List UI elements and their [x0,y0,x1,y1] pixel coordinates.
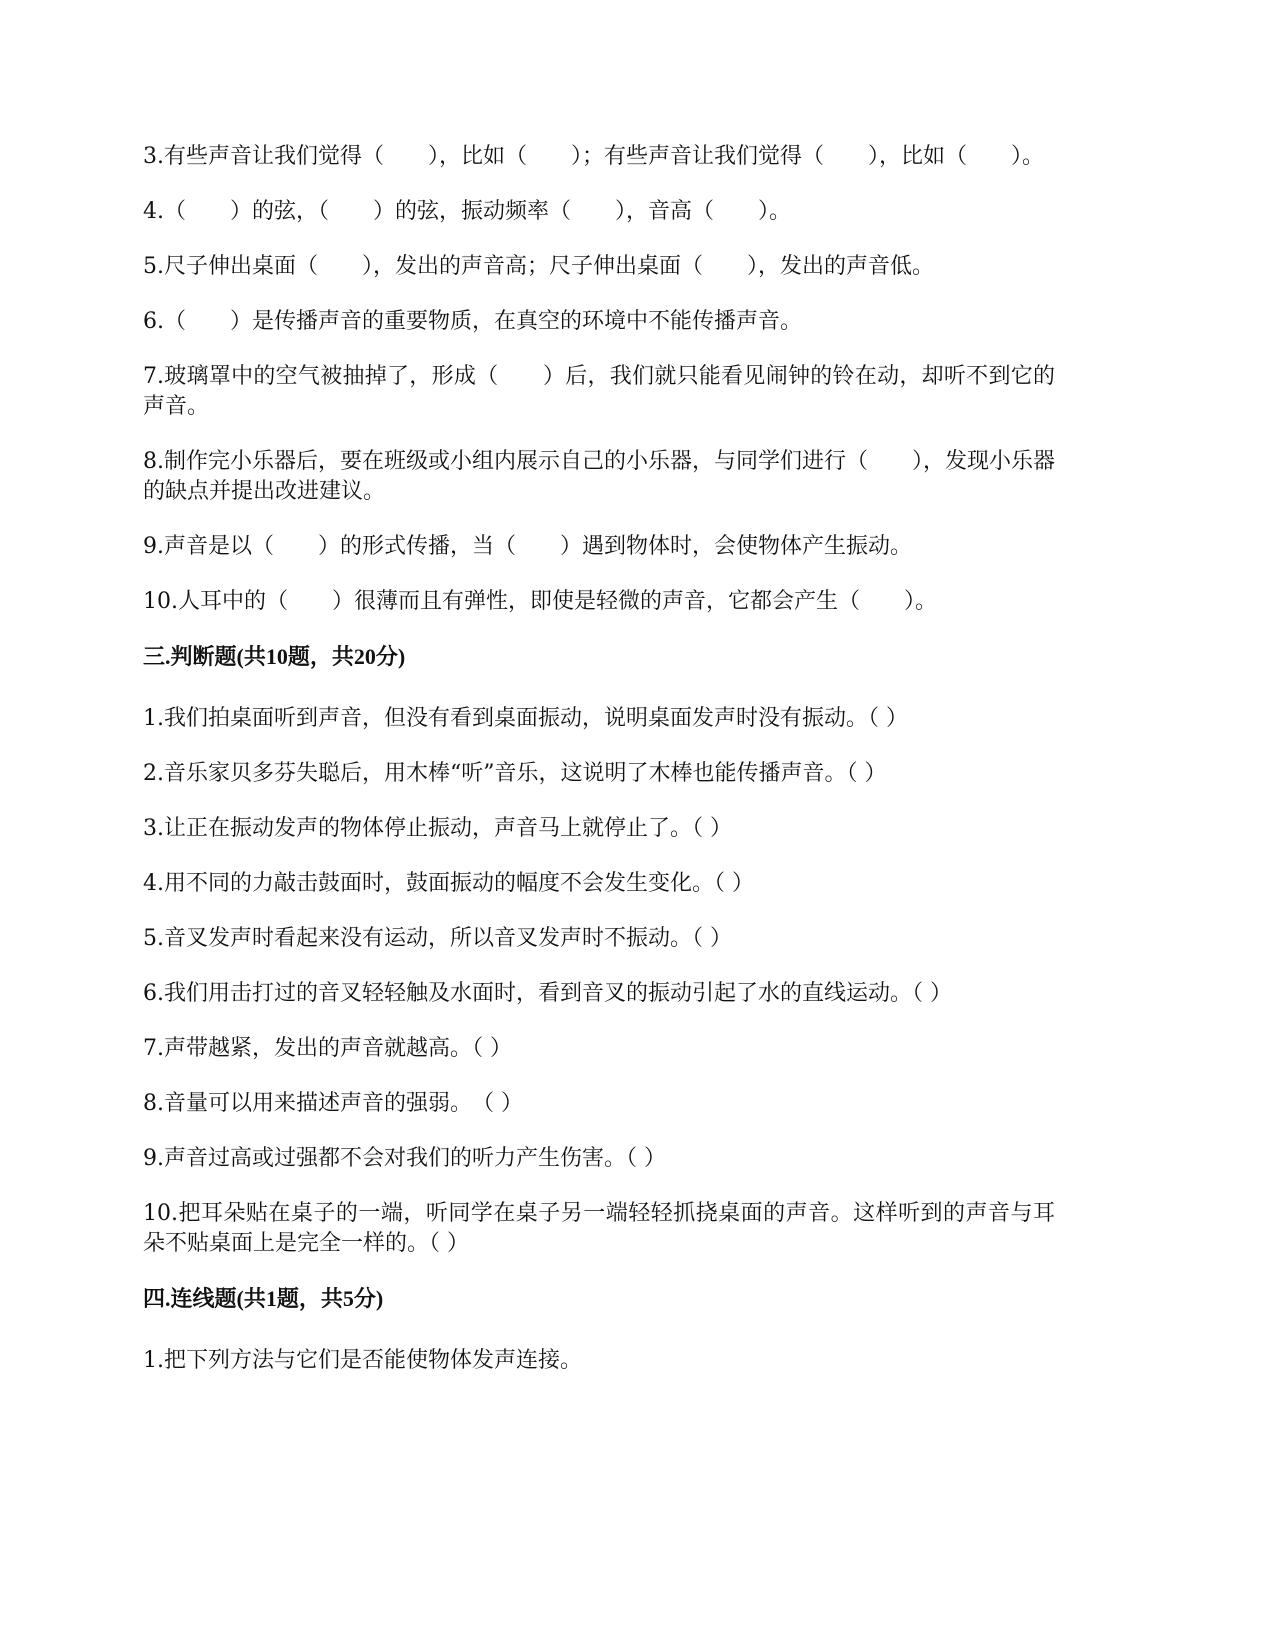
question-judge-3: 3.让正在振动发声的物体停止振动，声音马上就停止了。（ ） [143,816,732,841]
question-judge-8: 8.音量可以用来描述声音的强弱。 （ ） [143,1091,523,1116]
question-judge-4: 4.用不同的力敲击鼓面时，鼓面振动的幅度不会发生变化。（ ） [143,871,754,896]
question-fill-6: 6.（ ）是传播声音的重要物质，在真空的环境中不能传播声音。 [143,309,802,334]
question-match-1: 1.把下列方法与它们是否能使物体发声连接。 [143,1348,582,1373]
question-judge-7: 7.声带越紧，发出的声音就越高。（ ） [143,1036,512,1061]
question-fill-3: 3.有些声音让我们觉得（ ），比如（ ）；有些声音让我们觉得（ ），比如（ ）。 [143,144,1044,169]
question-judge-1: 1.我们拍桌面听到声音，但没有看到桌面振动，说明桌面发声时没有振动。（ ） [143,706,908,731]
question-fill-7: 7.玻璃罩中的空气被抽掉了，形成（ ）后，我们就只能看见闹钟的铃在动，却听不到它的声音。 [143,364,1055,419]
section-heading-judgement: 三.判断题(共10题，共20分) [143,644,406,669]
section-heading-matching: 四.连线题(共1题，共5分) [143,1286,384,1311]
question-fill-10: 10.人耳中的（ ）很薄而且有弹性，即使是轻微的声音，它都会产生（ ）。 [143,589,937,614]
question-fill-8: 8.制作完小乐器后，要在班级或小组内展示自己的小乐器，与同学们进行（ ），发现小乐器的缺点并提出改进建议。 [143,449,1055,504]
question-judge-2: 2.音乐家贝多芬失聪后，用木棒“听”音乐，这说明了木棒也能传播声音。（ ） [143,761,887,786]
question-judge-9: 9.声音过高或过强都不会对我们的听力产生伤害。（ ） [143,1146,666,1171]
question-judge-5: 5.音叉发声时看起来没有运动，所以音叉发声时不振动。（ ） [143,926,732,951]
question-judge-10: 10.把耳朵贴在桌子的一端，听同学在桌子另一端轻轻抓挠桌面的声音。这样听到的声音与耳朵不贴桌面上是完全一样的。（ ） [143,1201,1055,1256]
document-page [143,142,1055,1401]
question-fill-4: 4.（ ）的弦，（ ）的弦，振动频率（ ），音高（ ）。 [143,199,791,224]
question-fill-9: 9.声音是以（ ）的形式传播，当（ ）遇到物体时，会使物体产生振动。 [143,534,912,559]
question-fill-5: 5.尺子伸出桌面（ ），发出的声音高；尺子伸出桌面（ ），发出的声音低。 [143,254,934,279]
question-judge-6: 6.我们用击打过的音叉轻轻触及水面时，看到音叉的振动引起了水的直线运动。（ ） [143,981,952,1006]
